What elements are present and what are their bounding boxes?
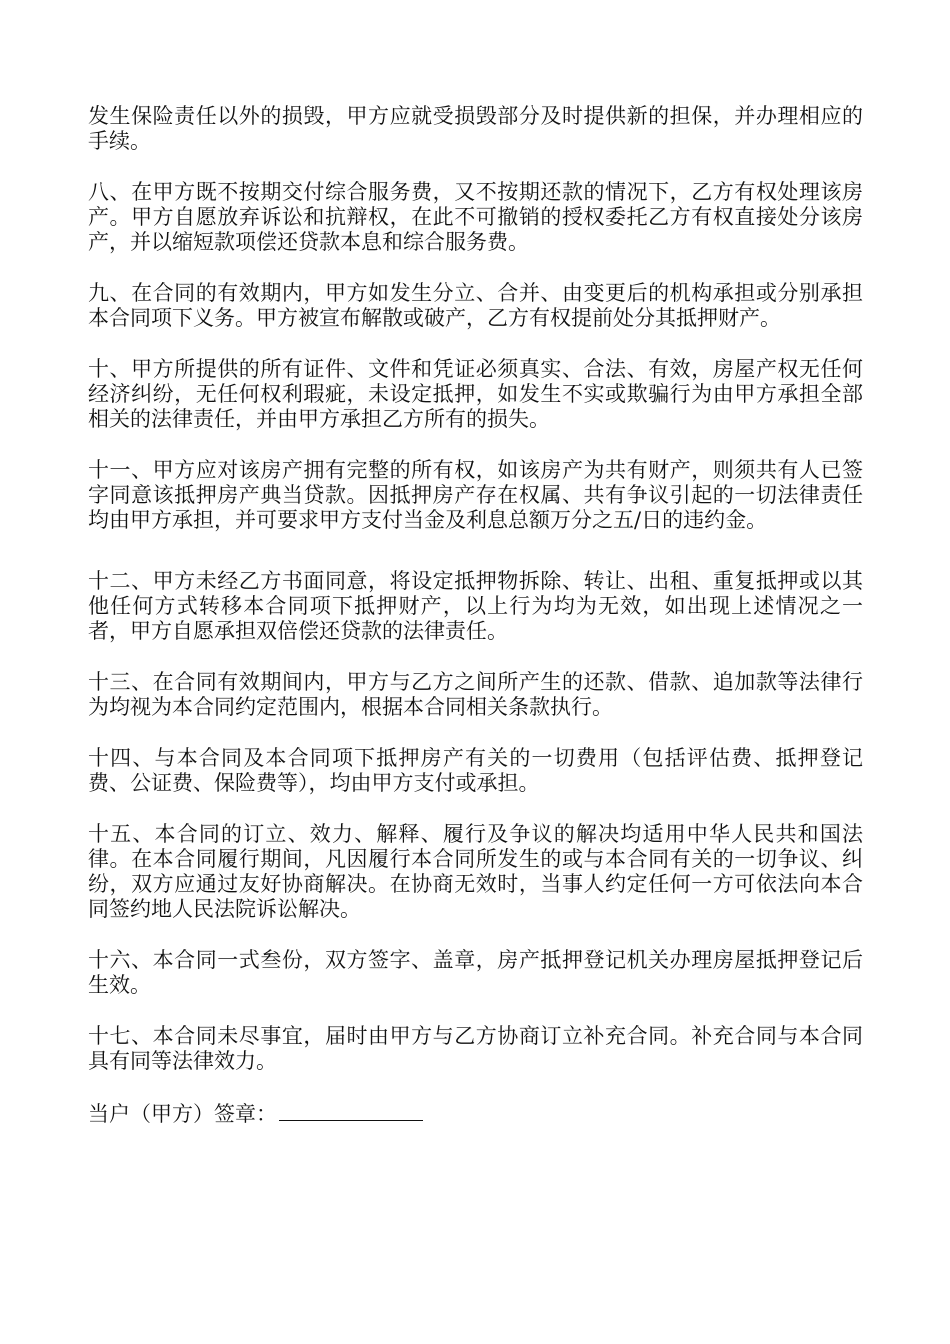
clause-continued: 发生保险责任以外的损毁，甲方应就受损毁部分及时提供新的担保，并办理相应的手续。	[88, 104, 863, 153]
clause-10: 十、甲方所提供的所有证件、文件和凭证必须真实、合法、有效，房屋产权无任何经济纠纷，无任何权利瑕疵，未设定抵押，如发生不实或欺骗行为由甲方承担全部相关的法律责任，并由甲方承担乙方所有的损失。	[88, 357, 863, 431]
clause-13: 十三、在合同有效期间内，甲方与乙方之间所产生的还款、借款、追加款等法律行为均视为本合同约定范围内，根据本合同相关条款执行。	[88, 670, 863, 719]
clause-14: 十四、与本合同及本合同项下抵押房产有关的一切费用（包括评估费、抵押登记费、公证费、保险费等），均由甲方支付或承担。	[88, 746, 863, 795]
clause-11: 十一、甲方应对该房产拥有完整的所有权，如该房产为共有财产，则须共有人已签字同意该抵押房产典当贷款。因抵押房产存在权属、共有争议引起的一切法律责任均由甲方承担，并可要求甲方支付当金及利息总额万分之五/日的违约金。	[88, 458, 863, 532]
clause-16: 十六、本合同一式叁份，双方签字、盖章，房产抵押登记机关办理房屋抵押登记后生效。	[88, 948, 863, 997]
clause-15: 十五、本合同的订立、效力、解释、履行及争议的解决均适用中华人民共和国法律。在本合同履行期间，凡因履行本合同所发生的或与本合同有关的一切争议、纠纷，双方应通过友好协商解决。在协商无效时，当事人约定任何一方可依法向本合同签约地人民法院诉讼解决。	[88, 822, 863, 921]
signature-label: 当户（甲方）签章：	[88, 1102, 277, 1126]
clause-8: 八、在甲方既不按期交付综合服务费，又不按期还款的情况下，乙方有权处理该房产。甲方自愿放弃诉讼和抗辩权，在此不可撤销的授权委托乙方有权直接处分该房产，并以缩短款项偿还贷款本息和综合服务费。	[88, 180, 863, 254]
signature-line	[88, 1100, 863, 1127]
contract-page	[88, 104, 863, 1127]
clause-12: 十二、甲方未经乙方书面同意，将设定抵押物拆除、转让、出租、重复抵押或以其他任何方式转移本合同项下抵押财产，以上行为均为无效，如出现上述情况之一者，甲方自愿承担双倍偿还贷款的法律责任。	[88, 569, 863, 643]
clause-9: 九、在合同的有效期内，甲方如发生分立、合并、由变更后的机构承担或分别承担本合同项下义务。甲方被宣布解散或破产，乙方有权提前处分其抵押财产。	[88, 281, 863, 330]
signature-blank[interactable]	[279, 1100, 423, 1121]
clause-17: 十七、本合同未尽事宜，届时由甲方与乙方协商订立补充合同。补充合同与本合同具有同等法律效力。	[88, 1024, 863, 1073]
